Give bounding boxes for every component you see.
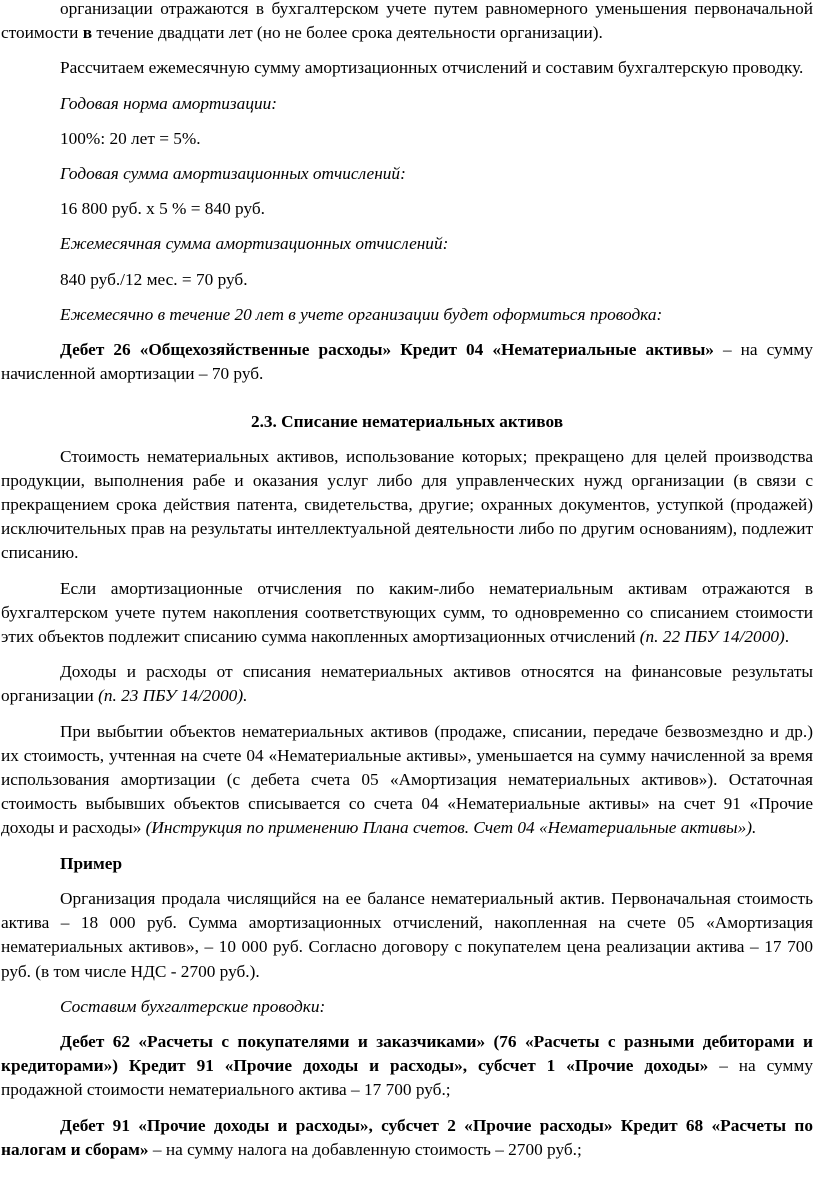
example-description: Организация продала числящийся на ее балансе нематериальный актив. Первоначальная стоимость актива – 18 000 руб. Сумма амортизационных отчислений, накопленная на счете 05 «Амортизация нематериальных активов», – 10 000 руб. Согласно договору с покупателем цена реализации актива – 17 700 руб. (в том числе НДС - 2700 руб.).: [1, 888, 813, 981]
annual-rate-value: 100%: 20 лет = 5%.: [60, 128, 201, 148]
bold-letter: в: [82, 23, 93, 43]
paragraph-end: .: [784, 627, 790, 647]
monthly-amount-label: Ежемесячная сумма амортизационных отчислений:: [60, 234, 449, 254]
entry-accounts: Дебет 26 «Общехозяйственные расходы» Кредит 04 «Нематериальные активы»: [60, 340, 714, 360]
example-title: Пример: [60, 853, 123, 873]
section-title: 2.3. Списание нематериальных активов: [250, 412, 564, 432]
paragraph-disposal: [1, 720, 813, 841]
entry-accounts: Дебет 62 «Расчеты с покупателями и заказчиками» (76 «Расчеты с разными дебиторами и кредиторами») Кредит 91 «Прочие доходы и расходы», субсчет 1 «Прочие доходы»: [1, 1031, 813, 1076]
monthly-amount-value: 840 руб./12 мес. = 70 руб.: [60, 269, 248, 289]
entry-description: – на сумму начисленной амортизации – 70 руб.: [1, 340, 813, 384]
paragraph-writeoff-cost: Стоимость нематериальных активов, использование которых; прекращено для целей производства продукции, выполнения рабе и оказания услуг либо для управленческих нужд организации (в связи с прекращением срока действия патента, свидетельства, другие; охранных документов, уступкой (продажей) исключительных прав на результаты интеллектуальной деятельности либо по другим основаниям), подлежит списанию.: [1, 446, 813, 563]
instruction-reference: (Инструкция по применению Плана счетов. Счет 04 «Нематериальные активы»).: [145, 818, 757, 838]
paragraph-text: течение двадцати лет (но не более срока деятельности организации).: [92, 23, 603, 43]
paragraph-text: организации отражаются в бухгалтерском учете путем равномерного уменьшения первоначальной стоимости: [1, 0, 813, 43]
entry-accounts: Дебет 91 «Прочие доходы и расходы», субсчет 2 «Прочие расходы» Кредит 68 «Расчеты по налогам и сборам»: [1, 1115, 813, 1159]
journal-entry-amortization: [1, 338, 813, 386]
journal-entry-sale: [1, 1030, 813, 1103]
paragraph-text: При выбытии объектов нематериальных активов (продаже, списании, передаче безвозмездно и др.) их стоимость, учтенная на счете 04 «Нематериальные активы», уменьшается на сумму начисленной за время использования амортизации (с дебета счета 05 «Амортизация нематериальных активов»). Остаточная стоимость выбывших объектов списывается со счета 04 «Нематериальные активы» на счет 91 «Прочие доходы и расходы»: [1, 721, 813, 838]
annual-amount-label: Годовая сумма амортизационных отчислений:: [60, 164, 406, 184]
journal-entry-vat: [1, 1114, 813, 1162]
paragraph-amortization-method: [1, 0, 813, 45]
monthly-entry-label: Ежемесячно в течение 20 лет в учете организации будет оформиться проводка:: [60, 304, 663, 324]
paragraph-income-expenses: [1, 660, 813, 708]
annual-amount-value: 16 800 руб. х 5 % = 840 руб.: [60, 199, 265, 219]
paragraph-writeoff-amortization: [1, 577, 813, 650]
paragraph-text: Доходы и расходы от списания нематериальных активов относятся на финансовые результаты организации: [1, 662, 813, 706]
regulation-reference: (п. 22 ПБУ 14/2000): [639, 627, 785, 647]
entry-description: – на сумму налога на добавленную стоимость – 2700 руб.;: [148, 1139, 582, 1159]
paragraph-calc-intro: Рассчитаем ежемесячную сумму амортизационных отчислений и составим бухгалтерскую проводку.: [60, 58, 804, 78]
entries-label: Составим бухгалтерские проводки:: [60, 996, 326, 1016]
paragraph-text: Если амортизационные отчисления по каким-либо нематериальным активам отражаются в бухгалтерском учете путем накопления соответствующих сумм, то одновременно со списанием стоимости этих объектов подлежит списанию сумма накопленных амортизационных отчислений: [1, 578, 813, 647]
annual-rate-label: Годовая норма амортизации:: [60, 93, 277, 113]
regulation-reference: (п. 23 ПБУ 14/2000).: [98, 686, 248, 706]
entry-description: – на сумму продажной стоимости нематериального актива – 17 700 руб.;: [1, 1056, 813, 1100]
